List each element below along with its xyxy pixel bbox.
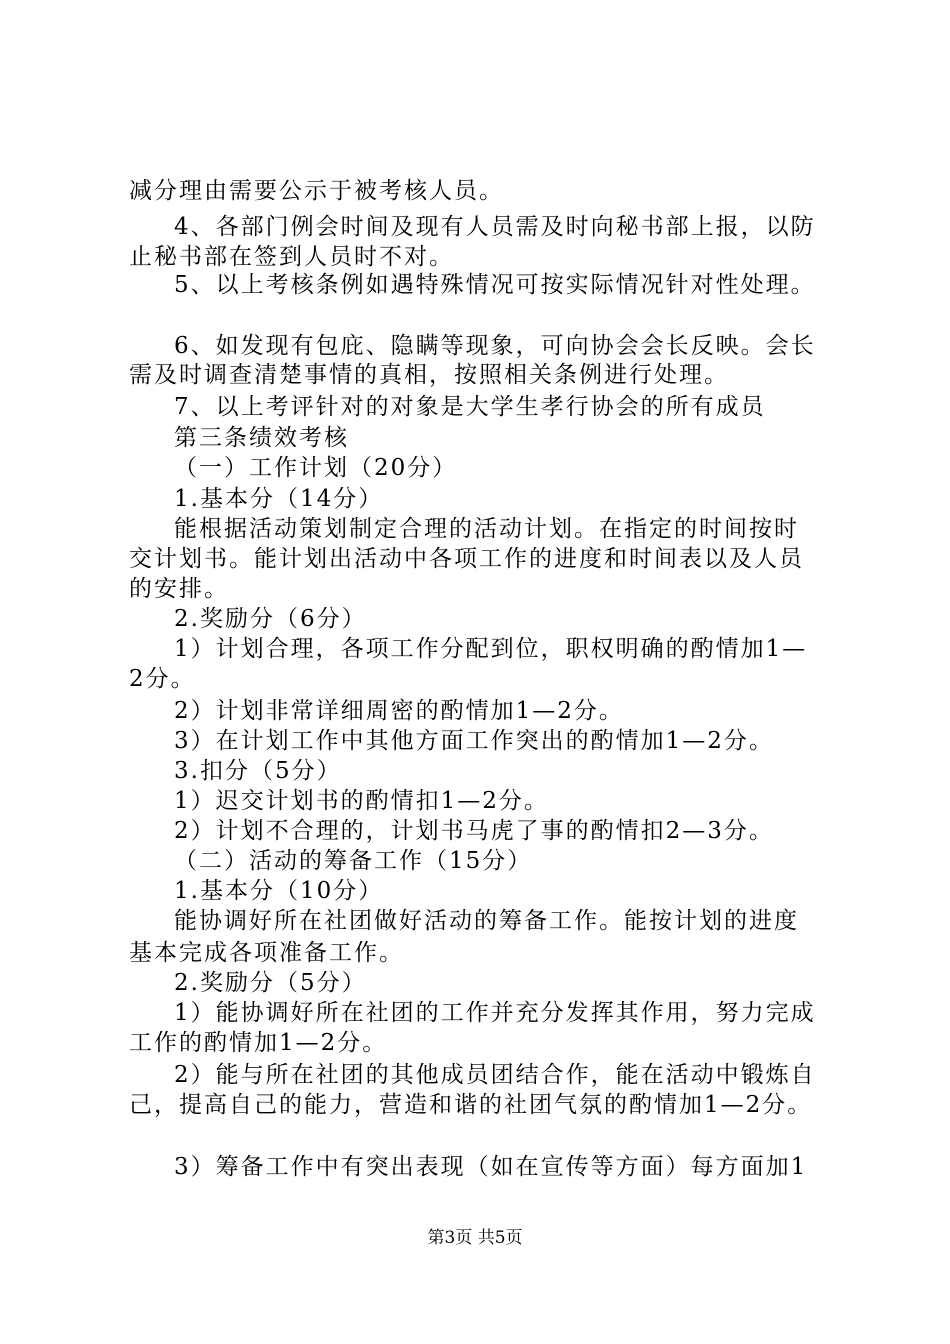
text-line: 己，提高自己的能力，营造和谐的社团气氛的酌情加1—2分。 bbox=[129, 1092, 813, 1118]
text-line: 止秘书部在签到人员时不对。 bbox=[129, 244, 454, 270]
text-line: 的安排。 bbox=[129, 576, 229, 602]
text-line: 6、如发现有包庇、隐瞒等现象，可向协会会长反映。会长 bbox=[174, 333, 816, 359]
text-line: 3.扣分（5分） bbox=[174, 758, 342, 784]
text-line: 1.基本分（14分） bbox=[174, 486, 384, 512]
subsection-heading: （一）工作计划（20分） bbox=[174, 455, 458, 481]
text-line: 5、以上考核条例如遇特殊情况可按实际情况针对性处理。 bbox=[174, 272, 816, 298]
text-line: 能根据活动策划制定合理的活动计划。在指定的时间按时 bbox=[174, 516, 799, 542]
text-line: 2）计划不合理的，计划书马虎了事的酌情扣2—3分。 bbox=[174, 818, 774, 844]
text-line: 7、以上考评针对的对象是大学生孝行协会的所有成员 bbox=[174, 394, 766, 420]
text-line: 减分理由需要公示于被考核人员。 bbox=[129, 178, 504, 204]
text-line: 2）计划非常详细周密的酌情加1—2分。 bbox=[174, 698, 624, 724]
text-line: 1）能协调好所在社团的工作并充分发挥其作用，努力完成 bbox=[174, 1000, 816, 1026]
text-line: 2分。 bbox=[129, 666, 196, 692]
text-line: 需及时调查清楚事情的真相，按照相关条例进行处理。 bbox=[129, 362, 729, 388]
text-line: 2.奖励分（6分） bbox=[174, 606, 367, 632]
text-line: 3）筹备工作中有突出表现（如在宣传等方面）每方面加1 bbox=[174, 1154, 808, 1180]
text-line: 1）计划合理，各项工作分配到位，职权明确的酌情加1— bbox=[174, 636, 808, 662]
text-line: 基本完成各项准备工作。 bbox=[129, 940, 404, 966]
text-line: 1）迟交计划书的酌情扣1—2分。 bbox=[174, 788, 549, 814]
section-heading: 第三条绩效考核 bbox=[174, 425, 349, 451]
text-line: 4、各部门例会时间及现有人员需及时向秘书部上报，以防 bbox=[174, 214, 816, 240]
text-line: 3）在计划工作中其他方面工作突出的酌情加1—2分。 bbox=[174, 728, 774, 754]
text-line: 2）能与所在社团的其他成员团结合作，能在活动中锻炼自 bbox=[174, 1062, 816, 1088]
page-footer: 第3页 共5页 bbox=[427, 1228, 523, 1248]
text-line: 能协调好所在社团做好活动的筹备工作。能按计划的进度 bbox=[174, 908, 799, 934]
text-line: 交计划书。能计划出活动中各项工作的进度和时间表以及人员 bbox=[129, 546, 804, 572]
subsection-heading: （二）活动的筹备工作（15分） bbox=[174, 848, 533, 874]
text-line: 工作的酌情加1—2分。 bbox=[129, 1030, 388, 1056]
text-line: 2.奖励分（5分） bbox=[174, 970, 367, 996]
text-line: 1.基本分（10分） bbox=[174, 878, 384, 904]
